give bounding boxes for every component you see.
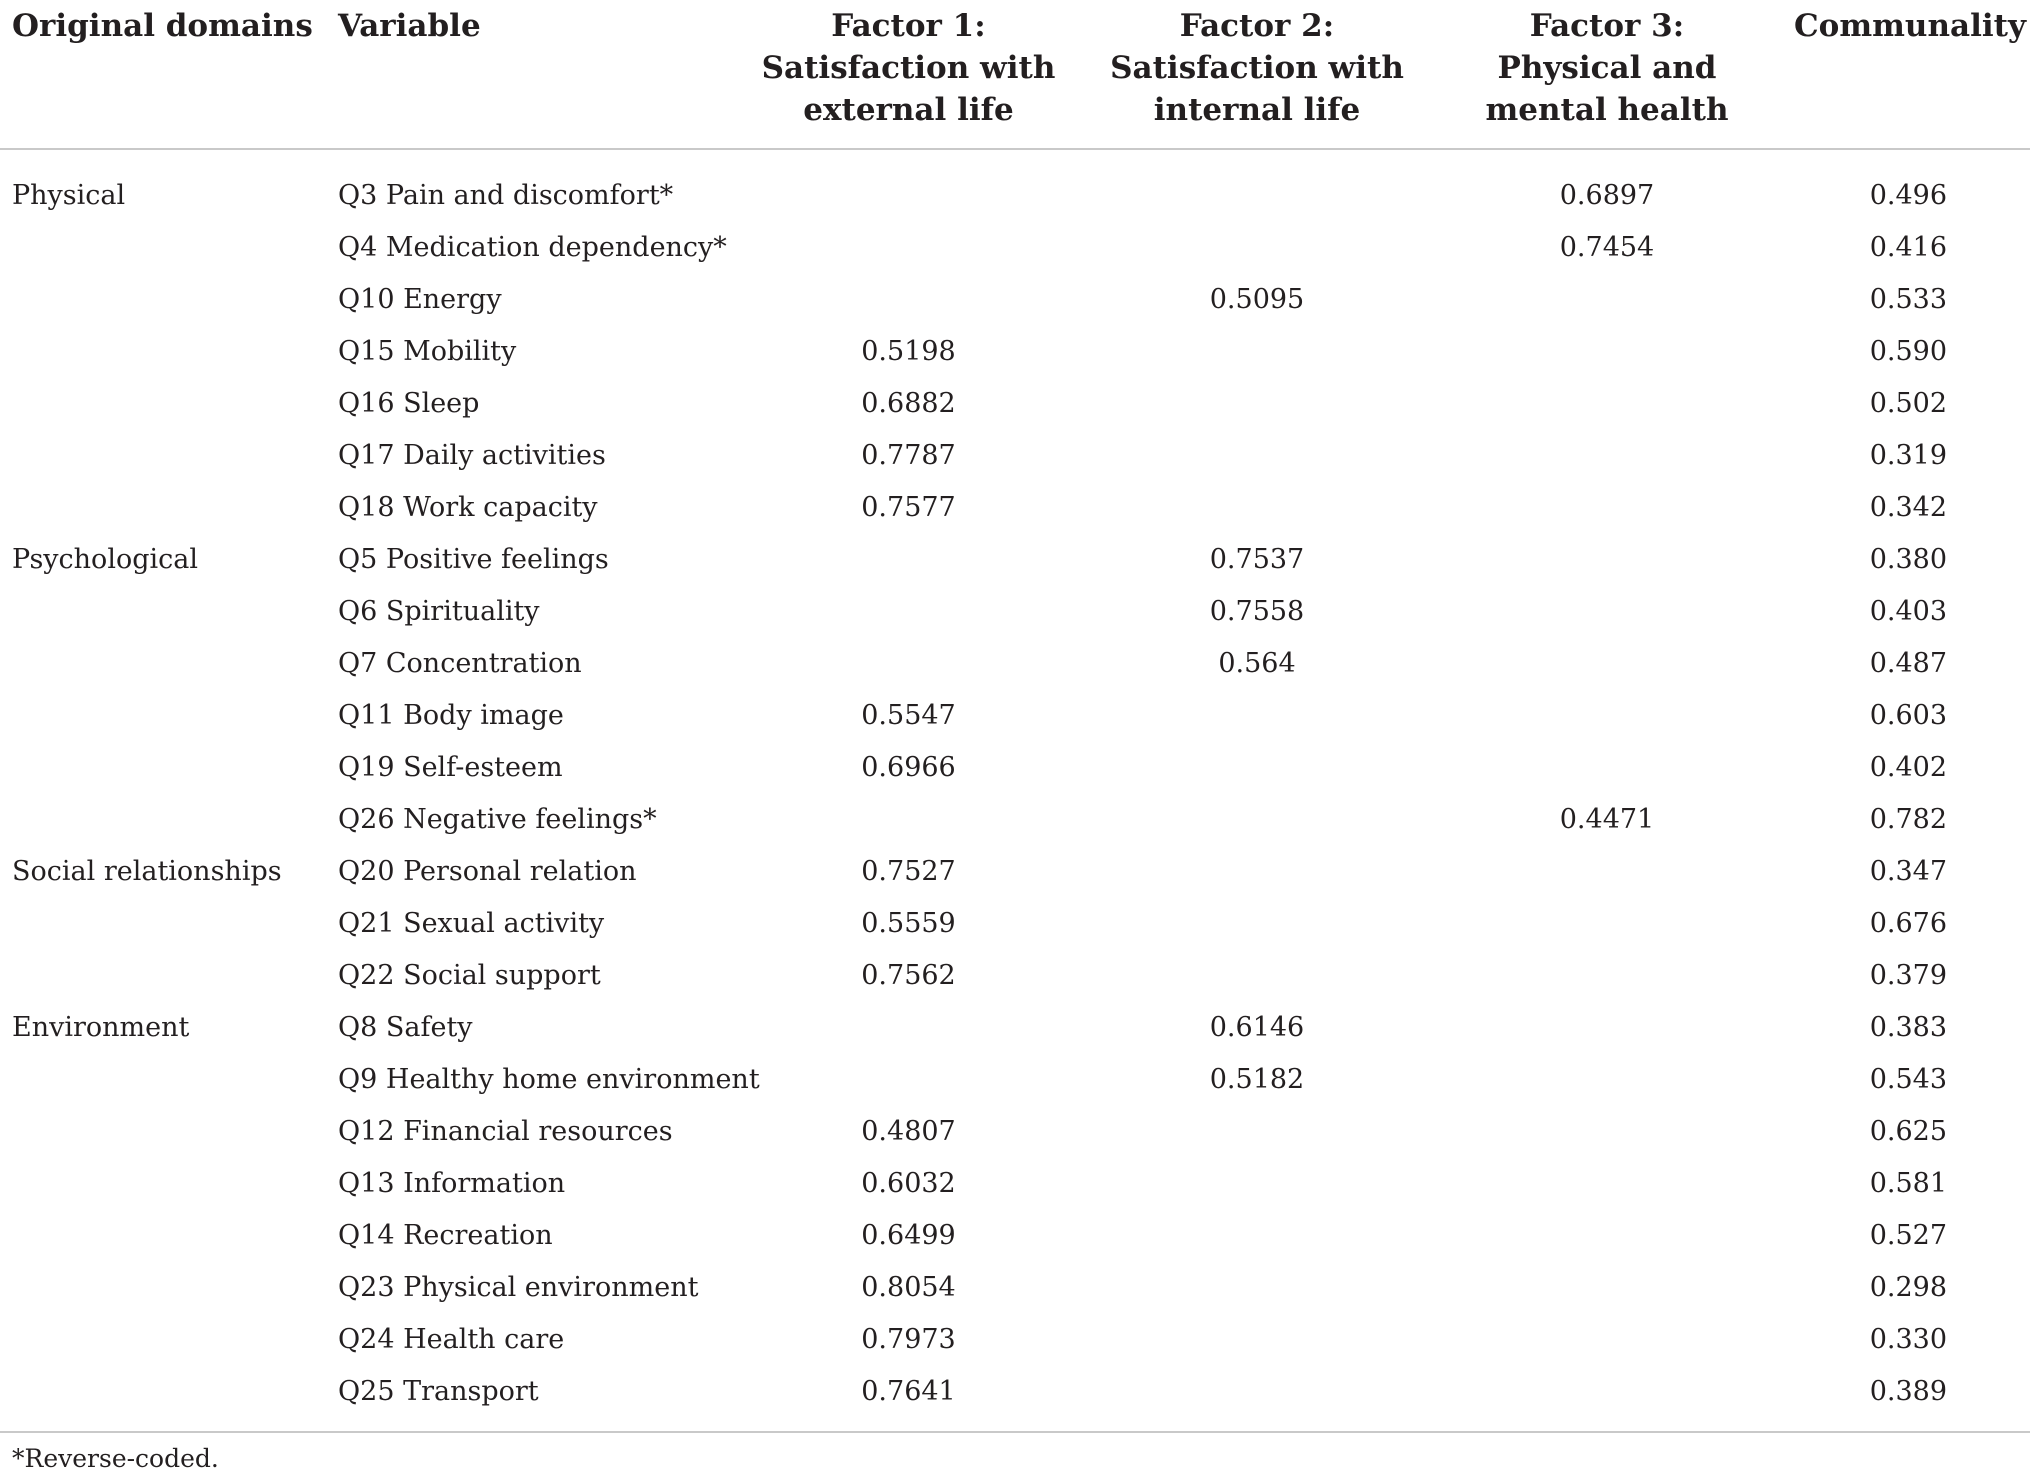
cell-factor-3	[1433, 585, 1781, 637]
cell-communality: 0.403	[1869, 595, 1947, 627]
table-row	[0, 949, 2030, 1001]
header-factor-1-line-1: Factor 1:	[831, 8, 986, 44]
cell-factor-3	[1433, 637, 1781, 689]
cell-communality: 0.380	[1869, 543, 1947, 575]
cell-factor-1	[736, 793, 1081, 845]
cell-variable: Q22 Social support	[338, 959, 601, 991]
cell-factor-2: 0.7537	[1209, 543, 1305, 575]
cell-variable: Q21 Sexual activity	[338, 907, 605, 939]
cell-communality: 0.603	[1869, 699, 1947, 731]
cell-factor-1	[736, 1053, 1081, 1105]
cell-factor-3	[1433, 533, 1781, 585]
cell-communality: 0.782	[1869, 803, 1947, 835]
cell-communality: 0.416	[1869, 231, 1947, 263]
cell-factor-1: 0.7973	[861, 1323, 956, 1355]
cell-domain	[0, 585, 336, 637]
cell-factor-2: 0.564	[1218, 647, 1296, 679]
cell-variable: Q17 Daily activities	[338, 439, 606, 471]
cell-factor-1: 0.7562	[861, 959, 956, 991]
cell-domain	[0, 1313, 336, 1365]
cell-variable: Q12 Financial resources	[338, 1115, 673, 1147]
cell-domain	[0, 1157, 336, 1209]
cell-communality: 0.487	[1869, 647, 1947, 679]
cell-communality: 0.502	[1869, 387, 1947, 419]
header-factor-3-line-1: Factor 3:	[1529, 8, 1685, 44]
cell-factor-3: 0.6897	[1559, 179, 1655, 211]
cell-domain	[0, 325, 336, 377]
table-row	[0, 325, 2030, 377]
cell-factor-2	[1081, 1365, 1433, 1429]
table-body	[0, 149, 2030, 1429]
cell-variable: Q13 Information	[338, 1167, 566, 1199]
cell-factor-3: 0.7454	[1559, 231, 1655, 263]
cell-factor-2	[1081, 845, 1433, 897]
cell-domain	[0, 637, 336, 689]
header-factor-3-line-2: Physical and	[1497, 50, 1717, 86]
table-row	[0, 1157, 2030, 1209]
header-factor-1-line-2: Satisfaction with	[761, 50, 1056, 86]
cell-factor-3	[1433, 377, 1781, 429]
cell-factor-2: 0.7558	[1209, 595, 1305, 627]
table-row	[0, 1365, 2030, 1429]
cell-variable: Q14 Recreation	[338, 1219, 553, 1251]
cell-factor-1	[736, 533, 1081, 585]
cell-variable: Q18 Work capacity	[338, 491, 598, 523]
table-row	[0, 741, 2030, 793]
table-bottom-rule	[0, 1431, 2030, 1433]
cell-domain	[0, 689, 336, 741]
cell-communality: 0.533	[1869, 283, 1947, 315]
cell-domain	[0, 273, 336, 325]
cell-factor-1: 0.8054	[861, 1271, 956, 1303]
table-row	[0, 897, 2030, 949]
cell-domain	[0, 1053, 336, 1105]
cell-communality: 0.625	[1869, 1115, 1947, 1147]
cell-factor-3	[1433, 1157, 1781, 1209]
cell-communality: 0.383	[1869, 1011, 1947, 1043]
cell-factor-1: 0.4807	[861, 1115, 956, 1147]
cell-factor-2: 0.5182	[1209, 1063, 1305, 1095]
cell-domain: Physical	[12, 179, 126, 211]
cell-factor-1: 0.6966	[861, 751, 956, 783]
cell-factor-3	[1433, 325, 1781, 377]
cell-communality: 0.298	[1869, 1271, 1947, 1303]
cell-factor-3	[1433, 689, 1781, 741]
cell-factor-2	[1081, 377, 1433, 429]
table-row	[0, 377, 2030, 429]
header-factor-1-line-3: external life	[803, 92, 1014, 128]
header-variable: Variable	[336, 0, 736, 149]
cell-factor-3	[1433, 949, 1781, 1001]
header-row	[0, 0, 2030, 149]
table-row	[0, 1261, 2030, 1313]
cell-factor-3	[1433, 1261, 1781, 1313]
cell-factor-2	[1081, 481, 1433, 533]
header-factor-2-line-1: Factor 2:	[1179, 8, 1335, 44]
cell-domain: Psychological	[12, 543, 198, 575]
table-header	[0, 0, 2030, 149]
cell-factor-2	[1081, 1261, 1433, 1313]
cell-variable: Q24 Health care	[338, 1323, 565, 1355]
table-row	[0, 533, 2030, 585]
cell-domain: Social relationships	[12, 855, 282, 887]
cell-factor-3	[1433, 481, 1781, 533]
cell-factor-3	[1433, 1365, 1781, 1429]
cell-domain: Environment	[12, 1011, 190, 1043]
header-factor-2-line-2: Satisfaction with	[1110, 50, 1404, 86]
cell-communality: 0.379	[1869, 959, 1947, 991]
cell-factor-2	[1081, 1105, 1433, 1157]
cell-domain	[0, 1209, 336, 1261]
cell-factor-1	[736, 273, 1081, 325]
table-row	[0, 221, 2030, 273]
cell-variable: Q20 Personal relation	[338, 855, 637, 887]
cell-variable: Q4 Medication dependency*	[338, 231, 727, 263]
cell-variable: Q10 Energy	[338, 283, 502, 315]
cell-communality: 0.676	[1869, 907, 1947, 939]
cell-factor-2	[1081, 325, 1433, 377]
footnote: *Reverse-coded.	[12, 1444, 219, 1473]
header-factor-3	[1433, 0, 1781, 149]
table-row	[0, 1209, 2030, 1261]
cell-communality: 0.402	[1869, 751, 1947, 783]
cell-variable: Q23 Physical environment	[338, 1271, 699, 1303]
cell-factor-2: 0.5095	[1209, 283, 1305, 315]
cell-factor-1: 0.7641	[861, 1375, 956, 1407]
header-factor-1	[736, 0, 1081, 149]
cell-variable: Q25 Transport	[338, 1375, 539, 1407]
cell-variable: Q16 Sleep	[338, 387, 480, 419]
cell-factor-3	[1433, 273, 1781, 325]
cell-factor-1: 0.6032	[861, 1167, 956, 1199]
cell-factor-1: 0.7787	[861, 439, 956, 471]
table-row	[0, 1053, 2030, 1105]
cell-factor-1: 0.5198	[861, 335, 956, 367]
cell-communality: 0.389	[1869, 1375, 1947, 1407]
header-factor-2	[1081, 0, 1433, 149]
table-row	[0, 149, 2030, 221]
table-row	[0, 273, 2030, 325]
cell-factor-3	[1433, 1313, 1781, 1365]
cell-domain	[0, 741, 336, 793]
cell-factor-1: 0.6882	[861, 387, 956, 419]
cell-factor-3	[1433, 845, 1781, 897]
cell-communality: 0.543	[1869, 1063, 1947, 1095]
cell-factor-1	[736, 1001, 1081, 1053]
cell-factor-2	[1081, 1157, 1433, 1209]
cell-factor-2	[1081, 221, 1433, 273]
cell-factor-3	[1433, 897, 1781, 949]
table-row	[0, 793, 2030, 845]
cell-communality: 0.342	[1869, 491, 1947, 523]
table-row	[0, 845, 2030, 897]
cell-factor-3	[1433, 1209, 1781, 1261]
cell-factor-1	[736, 221, 1081, 273]
cell-factor-3: 0.4471	[1559, 803, 1655, 835]
cell-factor-1: 0.5547	[861, 699, 956, 731]
cell-domain	[0, 793, 336, 845]
cell-domain	[0, 1261, 336, 1313]
table-row	[0, 1001, 2030, 1053]
cell-factor-1	[736, 149, 1081, 221]
cell-factor-1: 0.7577	[861, 491, 956, 523]
cell-variable: Q19 Self-esteem	[338, 751, 563, 783]
cell-variable: Q11 Body image	[338, 699, 564, 731]
cell-factor-1: 0.5559	[861, 907, 956, 939]
table-row	[0, 429, 2030, 481]
cell-factor-1: 0.6499	[861, 1219, 956, 1251]
cell-domain	[0, 897, 336, 949]
table-row	[0, 585, 2030, 637]
cell-factor-2	[1081, 897, 1433, 949]
cell-factor-2	[1081, 793, 1433, 845]
cell-factor-2	[1081, 1313, 1433, 1365]
cell-variable: Q26 Negative feelings*	[338, 803, 657, 835]
cell-variable: Q15 Mobility	[338, 335, 517, 367]
header-factor-3-line-3: mental health	[1485, 92, 1729, 128]
cell-domain	[0, 1105, 336, 1157]
table-row	[0, 1105, 2030, 1157]
cell-factor-2	[1081, 1209, 1433, 1261]
header-communality: Communality	[1781, 0, 2030, 149]
table-row	[0, 481, 2030, 533]
cell-factor-2	[1081, 429, 1433, 481]
cell-variable: Q6 Spirituality	[338, 595, 540, 627]
cell-factor-1	[736, 637, 1081, 689]
cell-factor-2	[1081, 741, 1433, 793]
cell-domain	[0, 949, 336, 1001]
cell-factor-3	[1433, 741, 1781, 793]
table-row	[0, 637, 2030, 689]
cell-factor-3	[1433, 1001, 1781, 1053]
cell-factor-3	[1433, 1053, 1781, 1105]
cell-variable: Q9 Healthy home environment	[338, 1063, 760, 1095]
cell-communality: 0.581	[1869, 1167, 1947, 1199]
cell-communality: 0.319	[1869, 439, 1947, 471]
cell-domain	[0, 481, 336, 533]
cell-communality: 0.590	[1869, 335, 1947, 367]
header-original-domains: Original domains	[0, 0, 336, 149]
cell-communality: 0.330	[1869, 1323, 1947, 1355]
cell-domain	[0, 221, 336, 273]
cell-communality: 0.347	[1869, 855, 1947, 887]
cell-domain	[0, 377, 336, 429]
cell-domain	[0, 1365, 336, 1429]
header-factor-2-line-3: internal life	[1153, 92, 1361, 128]
cell-variable: Q7 Concentration	[338, 647, 582, 679]
cell-factor-1: 0.7527	[861, 855, 956, 887]
table-row	[0, 689, 2030, 741]
cell-variable: Q8 Safety	[338, 1011, 473, 1043]
cell-communality: 0.496	[1869, 179, 1947, 211]
cell-communality: 0.527	[1869, 1219, 1947, 1251]
cell-factor-1	[736, 585, 1081, 637]
table-row	[0, 1313, 2030, 1365]
cell-factor-2	[1081, 149, 1433, 221]
cell-factor-2	[1081, 949, 1433, 1001]
cell-domain	[0, 429, 336, 481]
cell-factor-2: 0.6146	[1209, 1011, 1305, 1043]
cell-factor-2	[1081, 689, 1433, 741]
cell-variable: Q3 Pain and discomfort*	[338, 179, 674, 211]
cell-factor-3	[1433, 429, 1781, 481]
cell-factor-3	[1433, 1105, 1781, 1157]
cell-variable: Q5 Positive feelings	[338, 543, 609, 575]
